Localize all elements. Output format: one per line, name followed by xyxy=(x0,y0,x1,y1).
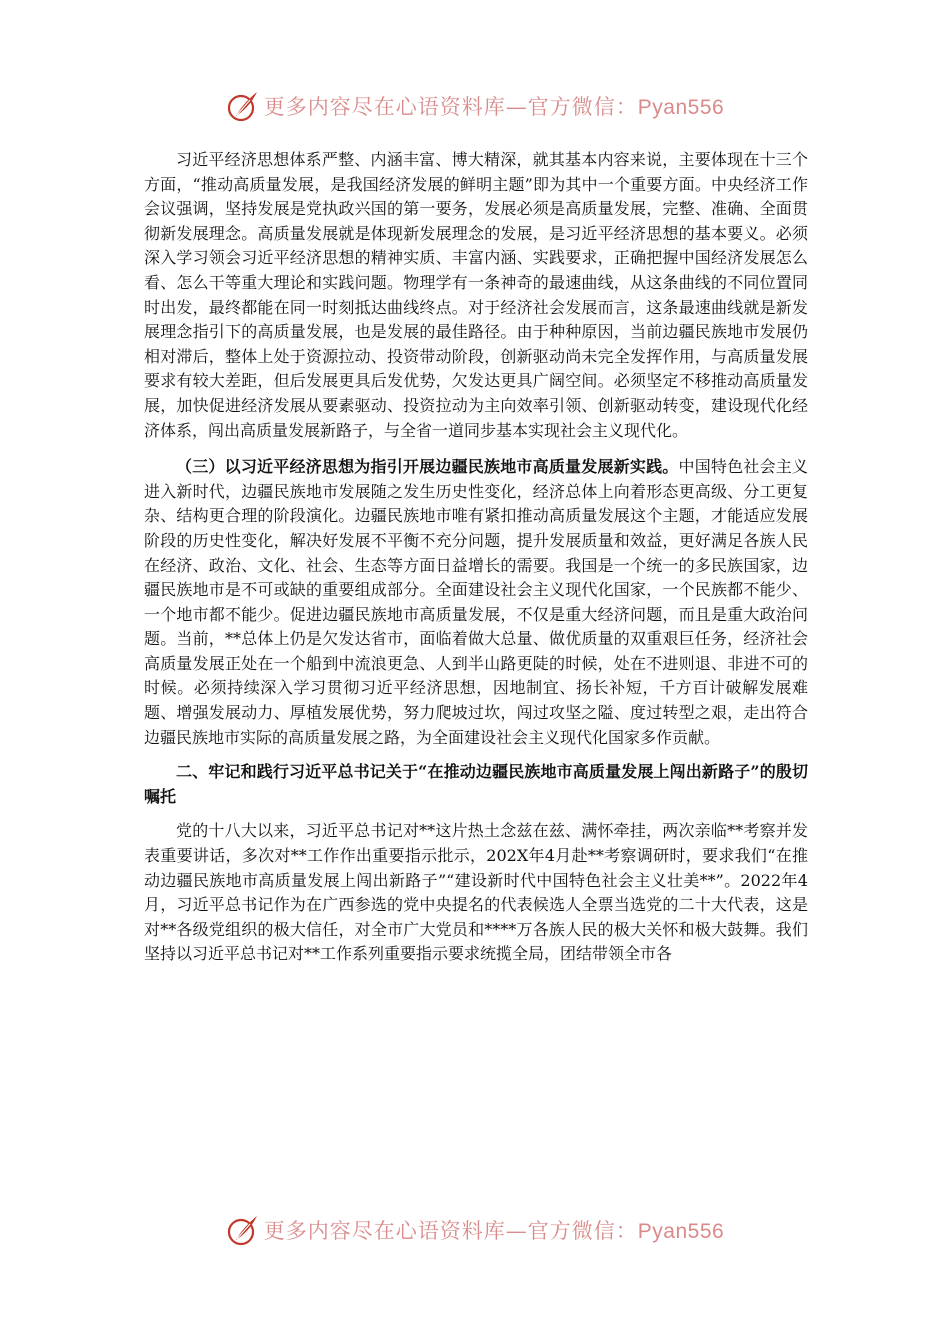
watermark-label: 更多内容尽在心语资料库—官方微信： xyxy=(263,95,638,119)
section-2-heading: 二、牢记和践行习近平总书记关于“在推动边疆民族地市高质量发展上闯出新路子”的殷切嘱托 xyxy=(144,762,808,806)
paragraph-3: 党的十八大以来，习近平总书记对**这片热土念兹在兹、满怀牵挂，两次亲临**考察并发表重要讲话，多次对**工作作出重要指示批示，202X年4月赴**考察调研时，要求我们“在推动边疆民族地市高质量发展上闯出新路子”“建设新时代中国特色社会主义壮美**”。2022年4月，习近平总书记作为在广西参选的党中央提名的代表候选人全票当选党的二十大代表，这是对**各级党组织的极大信任，对全市广大党员和****万各族人民的极大关怀和极大鼓舞。我们坚持以习近平总书记对**工作系列重要指示要求统揽全局，团结带领全市各 xyxy=(144,821,808,964)
watermark-banner-top xyxy=(0,86,950,126)
quill-logo-icon xyxy=(226,89,260,123)
paragraph-1: 习近平经济思想体系严整、内涵丰富、博大精深，就其基本内容来说，主要体现在十三个方面，“推动高质量发展，是我国经济发展的鲜明主题”即为其中一个重要方面。中央经济工作会议强调，坚持发展是党执政兴国的第一要务，发展必须是高质量发展，完整、准确、全面贯彻新发展理念。高质量发展就是体现新发展理念的发展，是习近平经济思想的基本要义。必须深入学习领会习近平经济思想的精神实质、丰富内涵、实践要求，正确把握中国经济发展怎么看、怎么干等重大理论和实践问题。物理学有一条神奇的最速曲线，从这条曲线的不同位置同时出发，最终都能在同一时刻抵达曲线终点。对于经济社会发展而言，这条最速曲线就是新发展理念指引下的高质量发展，也是发展的最佳路径。由于种种原因，当前边疆民族地市发展仍相对滞后，整体上处于资源拉动、投资带动阶段，创新驱动尚未完全发挥作用，与高质量发展要求有较大差距，但后发展更具后发优势，欠发达更具广阔空间。必须坚定不移推动高质量发展，加快促进经济发展从要素驱动、投资拉动为主向效率引领、创新驱动转变，建设现代化经济体系，闯出高质量发展新路子，与全省一道同步基本实现社会主义现代化。 xyxy=(144,150,808,440)
subsection-heading-3: （三）以习近平经济思想为指引开展边疆民族地市高质量发展新实践。 xyxy=(176,457,679,477)
watermark-text xyxy=(264,1215,724,1245)
paragraph-2 xyxy=(144,455,808,750)
wechat-id: Pyan556 xyxy=(637,96,725,119)
quill-logo-icon xyxy=(226,1213,260,1247)
document-body xyxy=(144,148,808,977)
watermark-banner-bottom xyxy=(0,1210,950,1250)
watermark-label: 更多内容尽在心语资料库—官方微信： xyxy=(263,1219,638,1243)
watermark-text xyxy=(264,91,724,121)
wechat-id: Pyan556 xyxy=(637,1220,725,1243)
paragraph-2-text: 中国特色社会主义进入新时代，边疆民族地市发展随之发生历史性变化，经济总体上向着形态更高级、分工更复杂、结构更合理的阶段演化。边疆民族地市唯有紧扣推动高质量发展这个主题，才能适应发展阶段的历史性变化，解决好发展不平衡不充分问题，提升发展质量和效益，更好满足各族人民在经济、政治、文化、社会、生态等方面日益增长的需要。我国是一个统一的多民族国家，边疆民族地市是不可或缺的重要组成部分。全面建设社会主义现代化国家，一个民族都不能少、一个地市都不能少。促进边疆民族地市高质量发展，不仅是重大经济问题，而且是重大政治问题。当前，**总体上仍是欠发达省市，面临着做大总量、做优质量的双重艰巨任务，经济社会高质量发展正处在一个船到中流浪更急、人到半山路更陡的时候，处在不进则退、非进不可的时候。必须持续深入学习贯彻习近平经济思想，因地制宜、扬长补短，千方百计破解发展难题、增强发展动力、厚植发展优势，努力爬坡过坎，闯过攻坚之隘、度过转型之艰，走出符合边疆民族地市实际的高质量发展之路，为全面建设社会主义现代化国家多作贡献。 xyxy=(144,457,808,747)
